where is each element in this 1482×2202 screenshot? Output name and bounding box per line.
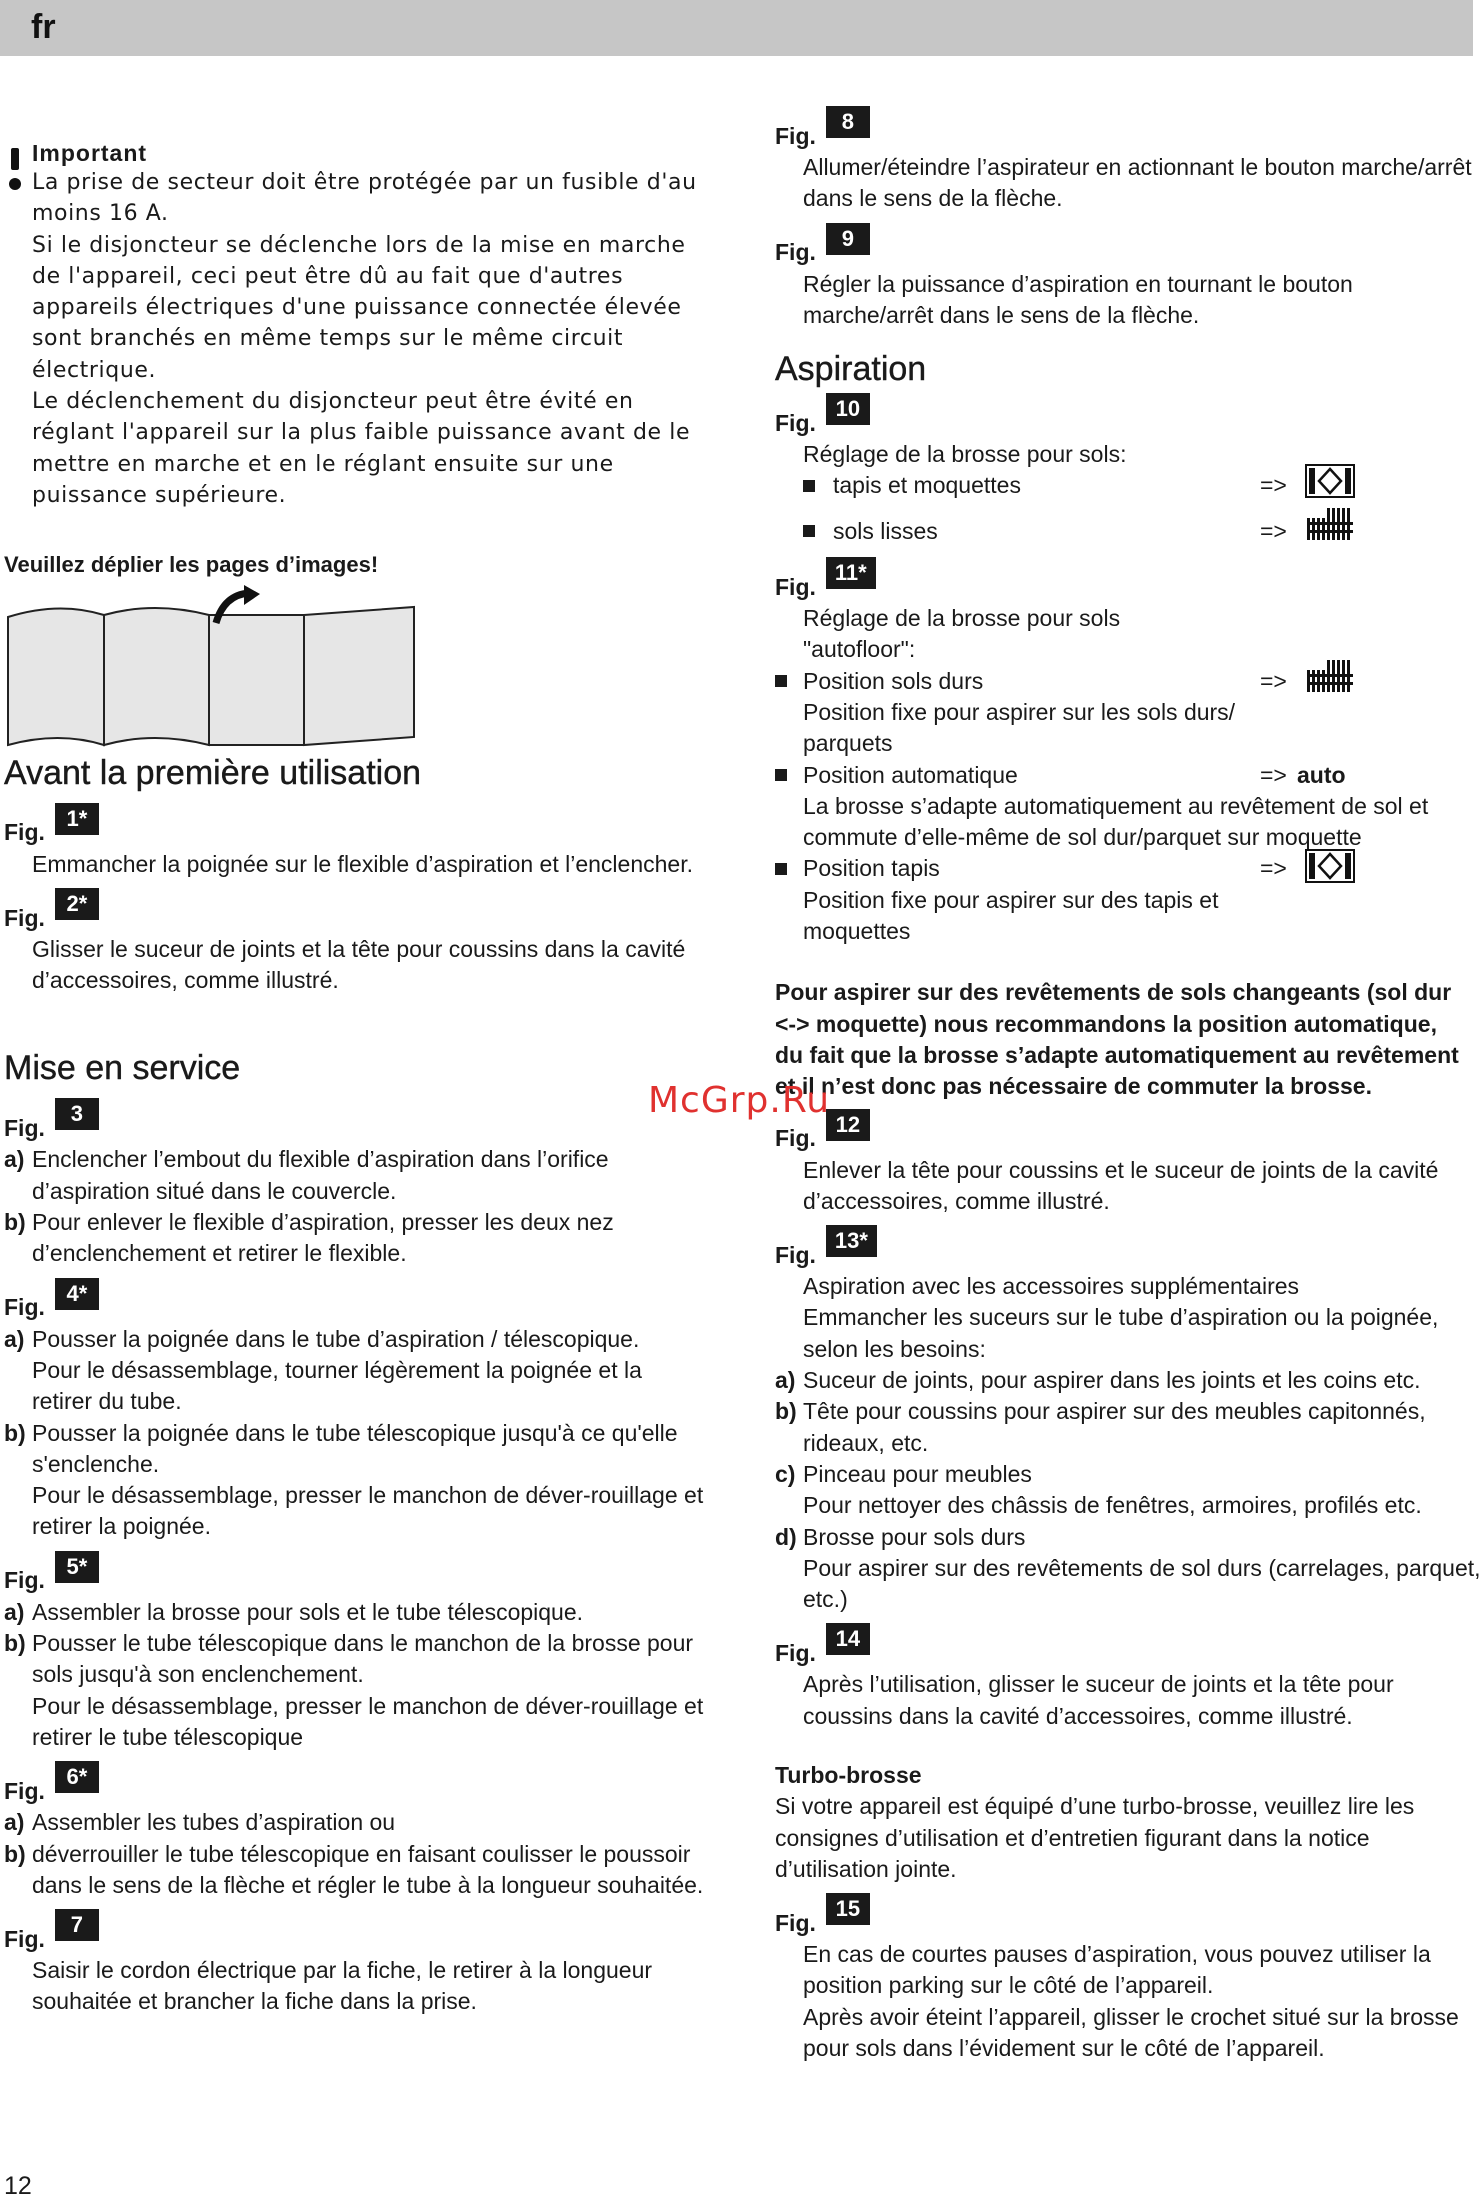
fig-number-badge: 8: [826, 106, 870, 138]
left-column: [4, 140, 704, 2018]
fig7-text: Saisir le cordon électrique par la fiche, le retirer à la longueur souhaitée et brancher la fiche dans la prise.: [32, 1957, 653, 2015]
arrow-text: =>: [1260, 472, 1287, 499]
fig1-block: [4, 805, 704, 880]
fig11-block: [775, 560, 1482, 947]
fig8-text: Allumer/éteindre l’aspirateur en actionnant le bouton marche/arrêt dans le sens de la flèche.: [803, 154, 1472, 212]
item-marker: b): [4, 1419, 26, 1446]
fig10-text: Réglage de la brosse pour sols:: [803, 441, 1127, 468]
important-text: La prise de secteur doit être protégée par un fusible d'au moins 16 A.: [32, 170, 697, 227]
fig6-block: [4, 1764, 704, 1901]
fig-label: Fig.: [4, 1925, 45, 1952]
fig13-b-text: Tête pour coussins pour aspirer sur des meubles capitonnés, rideaux, etc.: [803, 1398, 1426, 1456]
fig-number-badge: 3: [55, 1098, 99, 1130]
fig10-item1-text: tapis et moquettes: [833, 472, 1021, 499]
fig15-text2: Après avoir éteint l’appareil, glisser le crochet situé sur la brosse pour sols dans l’évidement sur le côté de l’appareil.: [803, 2003, 1459, 2062]
fig9-block: [775, 225, 1482, 332]
fig-label: Fig.: [4, 1777, 45, 1804]
fig4-block: [4, 1280, 704, 1543]
section-title-aspiration: Aspiration: [775, 350, 927, 389]
fig13-d-text: Brosse pour sols durs: [803, 1523, 1026, 1550]
item-marker: a): [4, 1325, 25, 1352]
fig4-b2-text: Pour le désassemblage, presser le manchon de déver-rouillage et retirer la poignée.: [32, 1482, 704, 1540]
fig10-block: [775, 396, 1482, 547]
item-marker: d): [775, 1523, 797, 1550]
fig11-text: Réglage de la brosse pour sols "autofloor":: [803, 605, 1121, 663]
fig5-a-text: Assembler la brosse pour sols et le tube télescopique.: [32, 1598, 584, 1625]
fig-label: Fig.: [775, 1909, 816, 1936]
fig-number-badge: 10: [826, 393, 870, 425]
fig-label: Fig.: [775, 1125, 816, 1152]
fig13-a-text: Suceur de joints, pour aspirer dans les joints et les coins etc.: [803, 1367, 1421, 1394]
fig12-block: [775, 1111, 1482, 1218]
fig11-pos1-text: Position sols durs: [803, 667, 984, 694]
fig5-b2-text: Pour le désassemblage, presser le manchon de déver-rouillage et retirer le tube télescopique: [32, 1692, 704, 1750]
fig4-a-text: Pousser la poignée dans le tube d’aspiration / télescopique.: [32, 1325, 640, 1352]
fig12-text: Enlever la tête pour coussins et le suceur de joints de la cavité d’accessoires, comme illustré.: [803, 1156, 1439, 1214]
fig-number-badge: 6*: [55, 1761, 99, 1793]
bullet-icon: [775, 675, 787, 687]
right-column: [775, 109, 1482, 2064]
fig13-c-text: Pinceau pour meubles: [803, 1460, 1032, 1487]
item-marker: a): [775, 1367, 796, 1394]
fig11-pos1-desc: Position fixe pour aspirer sur les sols durs/ parquets: [803, 698, 1236, 757]
fig13-c2-text: Pour nettoyer des châssis de fenêtres, armoires, profilés etc.: [803, 1492, 1422, 1519]
arrow-text: =>: [1260, 517, 1287, 544]
fig13-block: [775, 1228, 1482, 1615]
fig-label: Fig.: [775, 573, 816, 600]
fig4-a2-text: Pour le désassemblage, tourner légèrement la poignée et la retirer du tube.: [32, 1356, 642, 1415]
carpet-mode-icon: [1305, 464, 1355, 498]
fig-number-badge: 13*: [826, 1225, 877, 1257]
fig14-block: [775, 1626, 1482, 1732]
fig-label: Fig.: [775, 409, 816, 436]
item-marker: b): [4, 1209, 26, 1236]
fig-number-badge: 1*: [55, 803, 99, 835]
exclamation-icon: [8, 148, 22, 192]
fig14-text: Après l’utilisation, glisser le suceur de joints et la tête pour coussins dans la cavité d’accessoires, comme illustré.: [803, 1671, 1394, 1729]
fig-number-badge: 11*: [826, 557, 876, 589]
turbo-brush-block: [775, 1760, 1482, 1885]
fig-label: Fig.: [775, 122, 816, 149]
fig-number-badge: 12: [826, 1109, 870, 1141]
fig-label: Fig.: [4, 904, 45, 931]
fig-label: Fig.: [4, 1567, 45, 1594]
fig3-b-text: Pour enlever le flexible d’aspiration, presser les deux nez d’enclenchement et retirer le flexible.: [32, 1209, 614, 1267]
fig10-item-hardfloor: [775, 516, 1482, 547]
fig7-block: [4, 1912, 704, 2018]
arrow-text: =>: [1260, 761, 1287, 788]
fig6-a-text: Assembler les tubes d’aspiration ou: [32, 1809, 396, 1836]
arrow-text: =>: [1260, 855, 1287, 882]
fig3-block: [4, 1101, 704, 1269]
auto-mode-value: auto: [1297, 761, 1346, 788]
fig11-pos2-desc: La brosse s’adapte automatiquement au revêtement de sol et commute d’elle-même de sol dur/parquet sur moquette: [803, 792, 1429, 851]
hardfloor-mode-icon: [1305, 658, 1355, 694]
fig-label: Fig.: [775, 1640, 816, 1667]
fig-number-badge: 4*: [55, 1278, 99, 1310]
item-marker: b): [4, 1840, 26, 1867]
fig11-pos-carpet: [775, 853, 1482, 884]
section-title-service: Mise en service: [4, 1049, 241, 1088]
fig2-text: Glisser le suceur de joints et la tête pour coussins dans la cavité d’accessoires, comme illustré.: [32, 935, 686, 994]
item-marker: b): [4, 1630, 26, 1657]
hardfloor-mode-icon: [1305, 506, 1355, 542]
fig5-block: [4, 1553, 704, 1753]
important-title: Important: [32, 140, 148, 166]
fig-number-badge: 7: [55, 1909, 99, 1941]
fig13-text: Aspiration avec les accessoires supplémentaires: [803, 1273, 1300, 1300]
page-number: 12: [4, 2172, 32, 2200]
fig9-text: Régler la puissance d’aspiration en tournant le bouton marche/arrêt dans le sens de la flèche.: [803, 270, 1353, 328]
fig13-d2-text: Pour aspirer sur des revêtements de sol durs (carrelages, parquet, etc.): [803, 1554, 1481, 1613]
recommendation-text: Pour aspirer sur des revêtements de sols changeants (sol dur <-> moquette) nous recommandons la position automatique, du fait que la brosse s’adapte automatiquement au revêtement et il n’est donc pas nécessaire de commuter la brosse.: [775, 979, 1459, 1100]
carpet-mode-icon: [1305, 849, 1355, 883]
fig13-text2: Emmancher les suceurs sur le tube d’aspiration ou la poignée, selon les besoins:: [803, 1304, 1439, 1362]
fig-number-badge: 15: [826, 1893, 870, 1925]
turbo-title: Turbo-brosse: [775, 1761, 922, 1788]
fig-label: Fig.: [4, 1115, 45, 1142]
watermark: McGrp.Ru: [648, 1080, 831, 1121]
fig11-pos-auto: [775, 760, 1482, 791]
fig11-pos3-text: Position tapis: [803, 855, 940, 882]
item-marker: a): [4, 1598, 25, 1625]
fig-number-badge: 9: [826, 223, 870, 255]
turbo-text: Si votre appareil est équipé d’une turbo-brosse, veuillez lire les consignes d’utilisation et d’entretien figurant dans la notice d’utilisation jointe.: [775, 1793, 1415, 1882]
item-marker: a): [4, 1146, 25, 1173]
fig11-pos2-text: Position automatique: [803, 761, 1018, 788]
fig15-text: En cas de courtes pauses d’aspiration, vous pouvez utiliser la position parking sur le côté de l’appareil.: [803, 1941, 1431, 1999]
fig15-block: [775, 1896, 1482, 2064]
important-para-3: Le déclenchement du disjoncteur peut être évité en réglant l'appareil sur la plus faible puissance avant de le mettre en marche et en le réglant ensuite sur une puissance supérieure.: [32, 389, 691, 508]
important-notice: [4, 140, 704, 511]
fig-label: Fig.: [775, 1241, 816, 1268]
arrow-text: =>: [1260, 667, 1287, 694]
bullet-icon: [803, 525, 815, 537]
header-bar: [0, 0, 1473, 56]
bullet-icon: [803, 480, 815, 492]
fig2-block: [4, 890, 704, 997]
fig-number-badge: 5*: [55, 1551, 99, 1583]
fig-label: Fig.: [4, 1294, 45, 1321]
fig6-b-text: déverrouiller le tube télescopique en faisant coulisser le poussoir dans le sens de la flèche et régler le tube à la longueur souhaitée.: [32, 1840, 704, 1898]
fig-label: Fig.: [775, 239, 816, 266]
fig11-pos-hard: [775, 666, 1482, 697]
item-marker: c): [775, 1460, 796, 1487]
fig10-item2-text: sols lisses: [833, 517, 938, 544]
unfold-note: Veuillez déplier les pages d’images!: [4, 552, 379, 578]
fig8-block: [775, 109, 1482, 215]
bullet-icon: [775, 863, 787, 875]
fig10-item-carpet: [775, 470, 1482, 501]
fig-number-badge: 2*: [55, 888, 99, 920]
bullet-icon: [775, 769, 787, 781]
item-marker: a): [4, 1809, 25, 1836]
fig-number-badge: 14: [826, 1623, 870, 1655]
fig5-b-text: Pousser le tube télescopique dans le manchon de la brosse pour sols jusqu'à son enclenchement.: [32, 1630, 694, 1688]
important-para-2: Si le disjoncteur se déclenche lors de la mise en marche de l'appareil, ceci peut être dû au fait que d'autres appareils électriques d'une puissance connectée élevée sont branchés en même temps sur le même circuit électrique.: [32, 232, 686, 383]
fig3-a-text: Enclencher l’embout du flexible d’aspiration dans l’orifice d’aspiration situé dans le couvercle.: [32, 1146, 609, 1204]
fig11-pos3-desc: Position fixe pour aspirer sur des tapis et moquettes: [803, 886, 1219, 945]
unfold-pages-illustration: [4, 585, 704, 753]
item-marker: b): [775, 1398, 797, 1425]
fig1-text: Emmancher la poignée sur le flexible d’aspiration et l’enclencher.: [32, 850, 693, 877]
language-code: fr: [31, 8, 56, 46]
section-title-before-use: Avant la première utilisation: [4, 753, 422, 792]
fig4-b-text: Pousser la poignée dans le tube télescopique jusqu'à ce qu'elle s'enclenche.: [32, 1419, 678, 1477]
fig-label: Fig.: [4, 819, 45, 846]
